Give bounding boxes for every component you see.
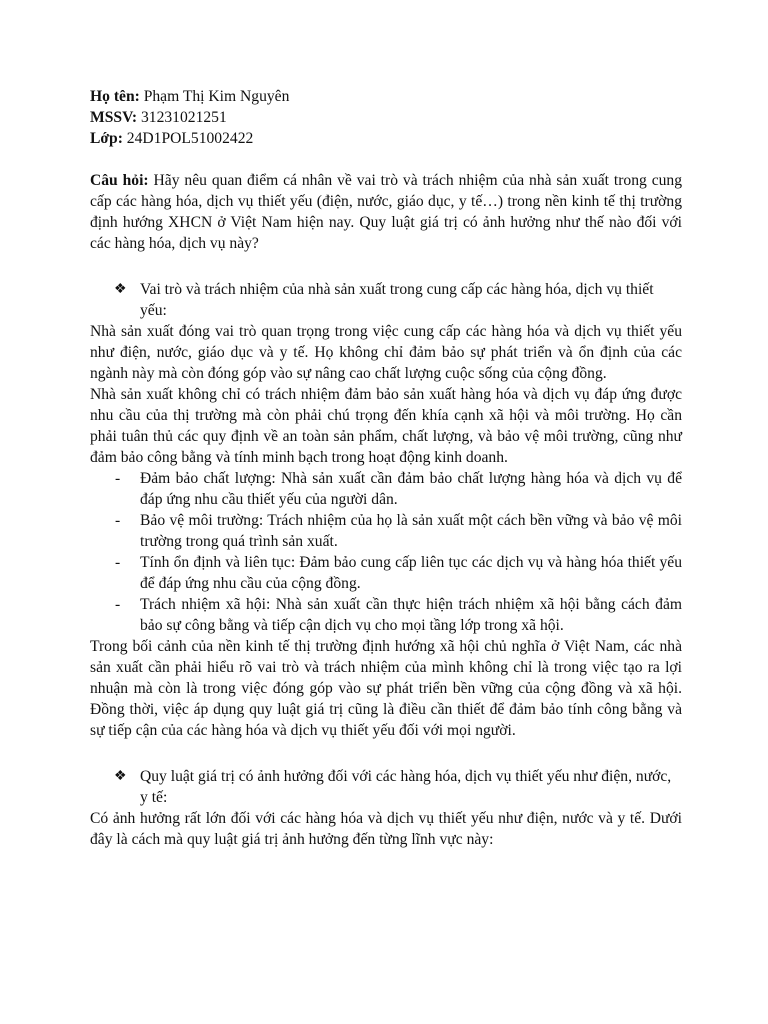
list-item (90, 552, 682, 594)
section1-paragraph-1: Nhà sản xuất đóng vai trò quan trọng trong việc cung cấp các hàng hóa và dịch vụ thiết yếu như điện, nước, giáo dục và y tế. Họ không chỉ đảm bảo sự phát triển và ổn định của các ngành này mà còn đóng góp vào sự nâng cao chất lượng cuộc sống của cộng đồng. (90, 323, 682, 382)
list-item-text: Bảo vệ môi trường: Trách nhiệm của họ là sản xuất một cách bền vững và bảo vệ môi trường trong quá trình sản xuất. (140, 512, 682, 550)
list-item-text: Đảm bảo chất lượng: Nhà sản xuất cần đảm bảo chất lượng hàng hóa và dịch vụ để đáp ứng nhu cầu thiết yếu của người dân. (140, 470, 682, 508)
section2-heading-text: Quy luật giá trị có ảnh hưởng đối với các hàng hóa, dịch vụ thiết yếu như điện, nước, y tế: (140, 768, 672, 806)
section2-heading (90, 766, 682, 808)
section1-paragraph-3: Trong bối cảnh của nền kinh tế thị trường định hướng xã hội chủ nghĩa ở Việt Nam, các nhà sản xuất cần phải hiểu rõ vai trò và trách nhiệm của mình không chỉ là trong việc tạo ra lợi nhuận mà còn là trong việc đóng góp vào sự phát triển bền vững của cộng đồng và xã hội. Đồng thời, việc áp dụng quy luật giá trị cũng là điều cần thiết để đảm bảo tính công bằng và sự tiếp cận của các hàng hóa và dịch vụ thiết yếu đối với mọi người. (90, 638, 682, 739)
question-label: Câu hỏi: (90, 172, 149, 189)
name-label: Họ tên: (90, 88, 140, 105)
class-line (90, 128, 682, 149)
mssv-label: MSSV: (90, 109, 138, 126)
section1-heading-text: Vai trò và trách nhiệm của nhà sản xuất trong cung cấp các hàng hóa, dịch vụ thiết yếu: (140, 281, 654, 319)
dash-bullet-icon: - (115, 554, 121, 571)
document-body (90, 86, 682, 850)
list-item (90, 594, 682, 636)
student-name-line (90, 86, 682, 107)
section2-paragraph-1: Có ảnh hưởng rất lớn đối với các hàng hóa và dịch vụ thiết yếu như điện, nước và y tế. Dưới đây là cách mà quy luật giá trị ảnh hưởng đến từng lĩnh vực này: (90, 810, 682, 848)
question-paragraph (90, 170, 682, 254)
mssv-value: 31231021251 (137, 109, 227, 126)
list-item-text: Trách nhiệm xã hội: Nhà sản xuất cần thực hiện trách nhiệm xã hội bằng cách đảm bảo sự công bằng và tiếp cận dịch vụ cho mọi tầng lớp trong xã hội. (140, 596, 682, 634)
diamond-bullet-icon: ❖ (114, 282, 127, 297)
section1-heading (90, 279, 682, 321)
name-value: Phạm Thị Kim Nguyên (139, 88, 290, 105)
list-item-text: Tính ổn định và liên tục: Đảm bảo cung cấp liên tục các dịch vụ và hàng hóa thiết yếu để đáp ứng nhu cầu của cộng đồng. (140, 554, 682, 592)
diamond-bullet-icon: ❖ (114, 769, 127, 784)
class-label: Lớp: (90, 130, 123, 147)
list-item (90, 510, 682, 552)
dash-bullet-icon: - (115, 596, 121, 613)
dash-bullet-icon: - (115, 512, 121, 529)
spacer (90, 149, 682, 170)
spacer (90, 741, 682, 762)
list-item (90, 468, 682, 510)
section1-paragraph-2: Nhà sản xuất không chỉ có trách nhiệm đảm bảo sản xuất hàng hóa và dịch vụ đáp ứng được nhu cầu của thị trường mà còn phải chú trọng đến khía cạnh xã hội và môi trường. Họ cần phải tuân thủ các quy định về an toàn sản phẩm, chất lượng, và bảo vệ môi trường, cũng như đảm bảo công bằng và tính minh bạch trong hoạt động kinh doanh. (90, 386, 682, 466)
spacer (90, 254, 682, 275)
dash-bullet-icon: - (115, 470, 121, 487)
class-value: 24D1POL51002422 (122, 130, 254, 147)
question-text: Hãy nêu quan điểm cá nhân về vai trò và trách nhiệm của nhà sản xuất trong cung cấp các hàng hóa, dịch vụ thiết yếu (điện, nước, giáo dục, y tế…) trong nền kinh tế thị trường định hướng XHCN ở Việt Nam hiện nay. Quy luật giá trị có ảnh hưởng như thế nào đối với các hàng hóa, dịch vụ này? (90, 172, 683, 252)
student-id-line (90, 107, 682, 128)
